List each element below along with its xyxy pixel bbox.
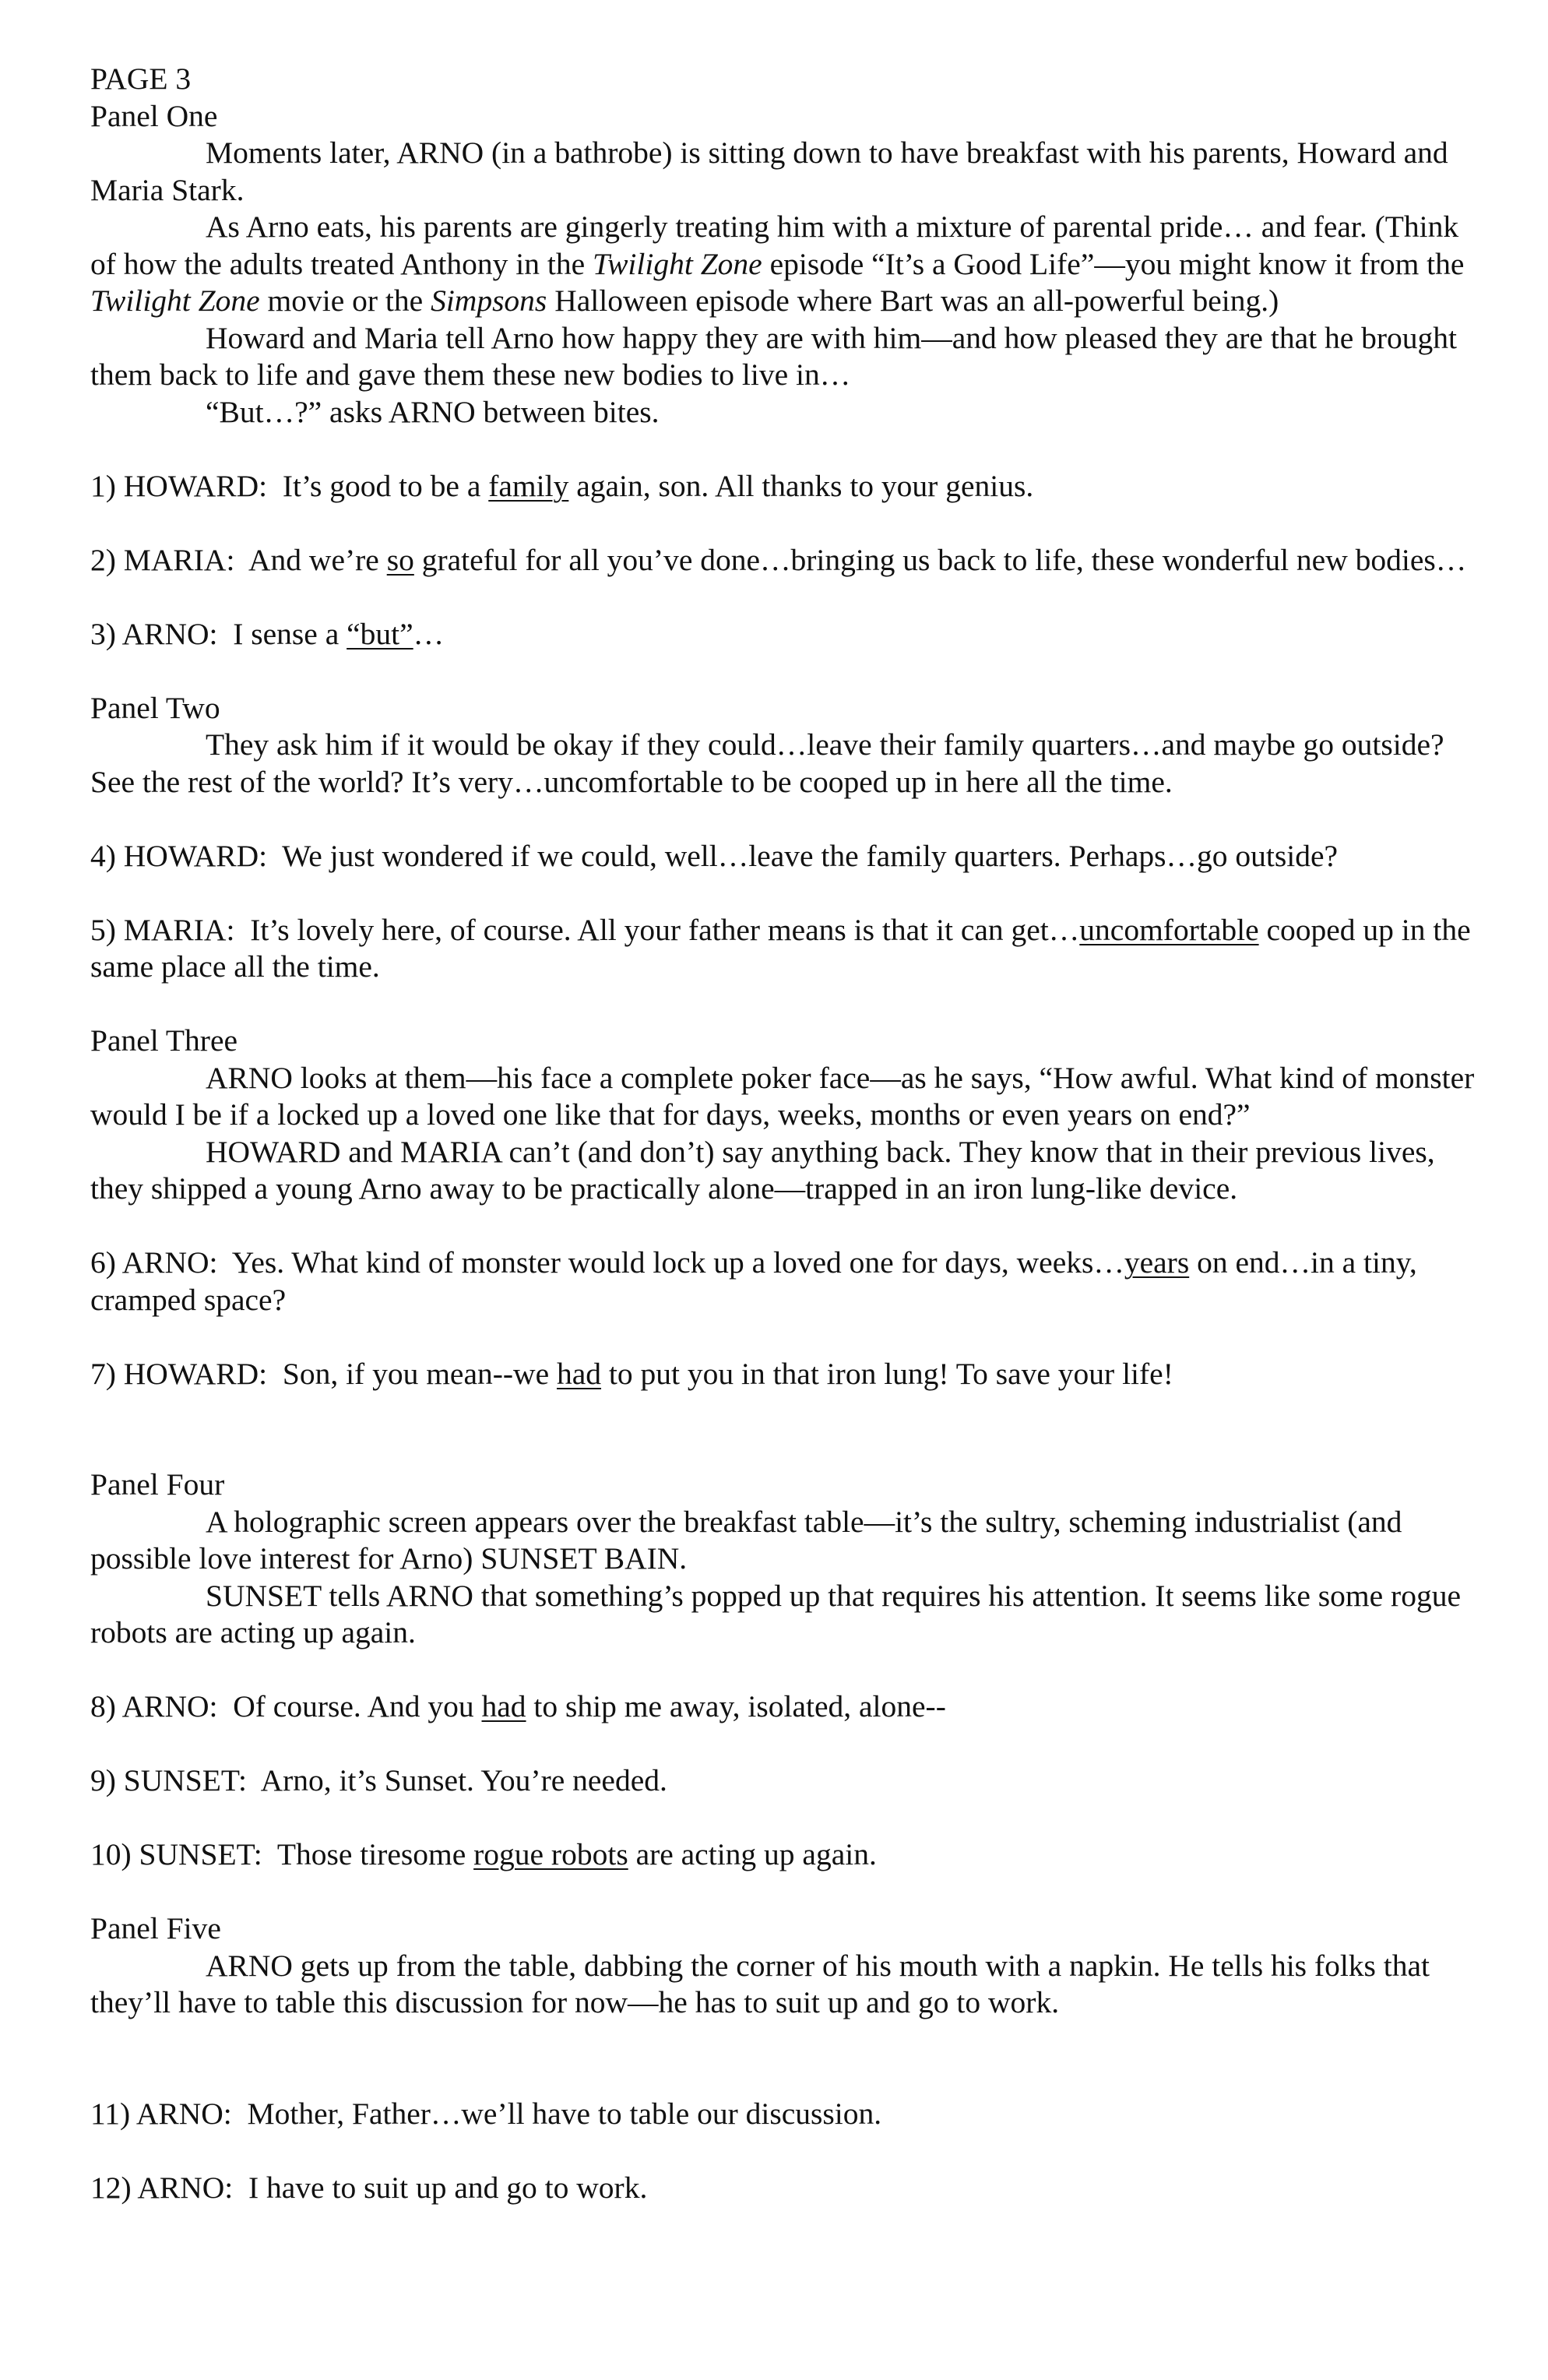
panel-heading: Panel One bbox=[90, 98, 218, 133]
panel-description: As Arno eats, his parents are gingerly treating him with a mixture of parental pride… and fear. (Think of how the adults treated Anthony in the Twilight Zone episode “It’s a Good Life”—you might know it from the Twilight Zone movie or the Simpsons Halloween episode where Bart was an all-powerful being.) bbox=[90, 209, 1465, 318]
dialogue-line: 9) SUNSET: Arno, it’s Sunset. You’re needed. bbox=[90, 1763, 667, 1797]
dialogue-line: 5) MARIA: It’s lovely here, of course. All your father means is that it can get…uncomfortable cooped up in the same place all the time. bbox=[90, 912, 1471, 984]
page-label: PAGE 3 bbox=[90, 62, 192, 96]
panel-heading: Panel Three bbox=[90, 1023, 238, 1058]
speaker: 2) MARIA: bbox=[90, 542, 235, 577]
speaker: 9) SUNSET: bbox=[90, 1763, 248, 1797]
panel-description: A holographic screen appears over the breakfast table—it’s the sultry, scheming industrialist (and possible love interest for Arno) SUNSET BAIN. bbox=[90, 1504, 1402, 1576]
panel-description: Moments later, ARNO (in a bathrobe) is sitting down to have breakfast with his parents, Howard and Maria Stark. bbox=[90, 136, 1448, 207]
dialogue-line: 7) HOWARD: Son, if you mean--we had to put you in that iron lung! To save your life! bbox=[90, 1356, 1173, 1391]
panel-description: SUNSET tells ARNO that something’s popped up that requires his attention. It seems like some rogue robots are acting up again. bbox=[90, 1578, 1461, 1649]
speaker: 3) ARNO: bbox=[90, 616, 218, 651]
panel-heading: Panel Five bbox=[90, 1911, 221, 1945]
dialogue-line: 8) ARNO: Of course. And you had to ship me away, isolated, alone-- bbox=[90, 1689, 946, 1723]
script-page bbox=[90, 61, 1476, 2206]
speaker: 8) ARNO: bbox=[90, 1689, 218, 1723]
dialogue-line: 4) HOWARD: We just wondered if we could, well…leave the family quarters. Perhaps…go outside? bbox=[90, 838, 1339, 873]
speaker: 6) ARNO: bbox=[90, 1245, 218, 1280]
panel-description: HOWARD and MARIA can’t (and don’t) say anything back. They know that in their previous lives, they shipped a young Arno away to be practically alone—trapped in an iron lung-like device. bbox=[90, 1134, 1435, 1206]
dialogue-line: 2) MARIA: And we’re so grateful for all you’ve done…bringing us back to life, these wonderful new bodies… bbox=[90, 542, 1467, 577]
panel-description: ARNO gets up from the table, dabbing the corner of his mouth with a napkin. He tells his folks that they’ll have to table this discussion for now—he has to suit up and go to work. bbox=[90, 1948, 1430, 2019]
dialogue-line: 1) HOWARD: It’s good to be a family again, son. All thanks to your genius. bbox=[90, 468, 1034, 503]
dialogue-line: 3) ARNO: I sense a “but”… bbox=[90, 616, 445, 651]
panel-description: They ask him if it would be okay if they could…leave their family quarters…and maybe go outside? See the rest of the world? It’s very…uncomfortable to be cooped up in here all the time. bbox=[90, 727, 1444, 799]
dialogue-line: 10) SUNSET: Those tiresome rogue robots are acting up again. bbox=[90, 1837, 877, 1871]
speaker: 1) HOWARD: bbox=[90, 468, 268, 503]
dialogue-line: 11) ARNO: Mother, Father…we’ll have to table our discussion. bbox=[90, 2096, 882, 2131]
speaker: 12) ARNO: bbox=[90, 2170, 234, 2205]
panel-description: Howard and Maria tell Arno how happy they are with him—and how pleased they are that he brought them back to life and gave them these new bodies to live in… bbox=[90, 320, 1457, 392]
dialogue-line: 12) ARNO: I have to suit up and go to work. bbox=[90, 2170, 648, 2205]
speaker: 5) MARIA: bbox=[90, 912, 235, 947]
panel-heading: Panel Two bbox=[90, 690, 220, 725]
panel-description: “But…?” asks ARNO between bites. bbox=[206, 394, 660, 429]
speaker: 10) SUNSET: bbox=[90, 1837, 262, 1871]
panel-heading: Panel Four bbox=[90, 1467, 225, 1502]
dialogue-line: 6) ARNO: Yes. What kind of monster would lock up a loved one for days, weeks…years on end…in a tiny, cramped space? bbox=[90, 1245, 1417, 1317]
speaker: 11) ARNO: bbox=[90, 2096, 232, 2131]
speaker: 4) HOWARD: bbox=[90, 838, 268, 873]
panel-description: ARNO looks at them—his face a complete poker face—as he says, “How awful. What kind of monster would I be if a locked up a loved one like that for days, weeks, months or even years on end?” bbox=[90, 1060, 1475, 1132]
speaker: 7) HOWARD: bbox=[90, 1356, 268, 1391]
